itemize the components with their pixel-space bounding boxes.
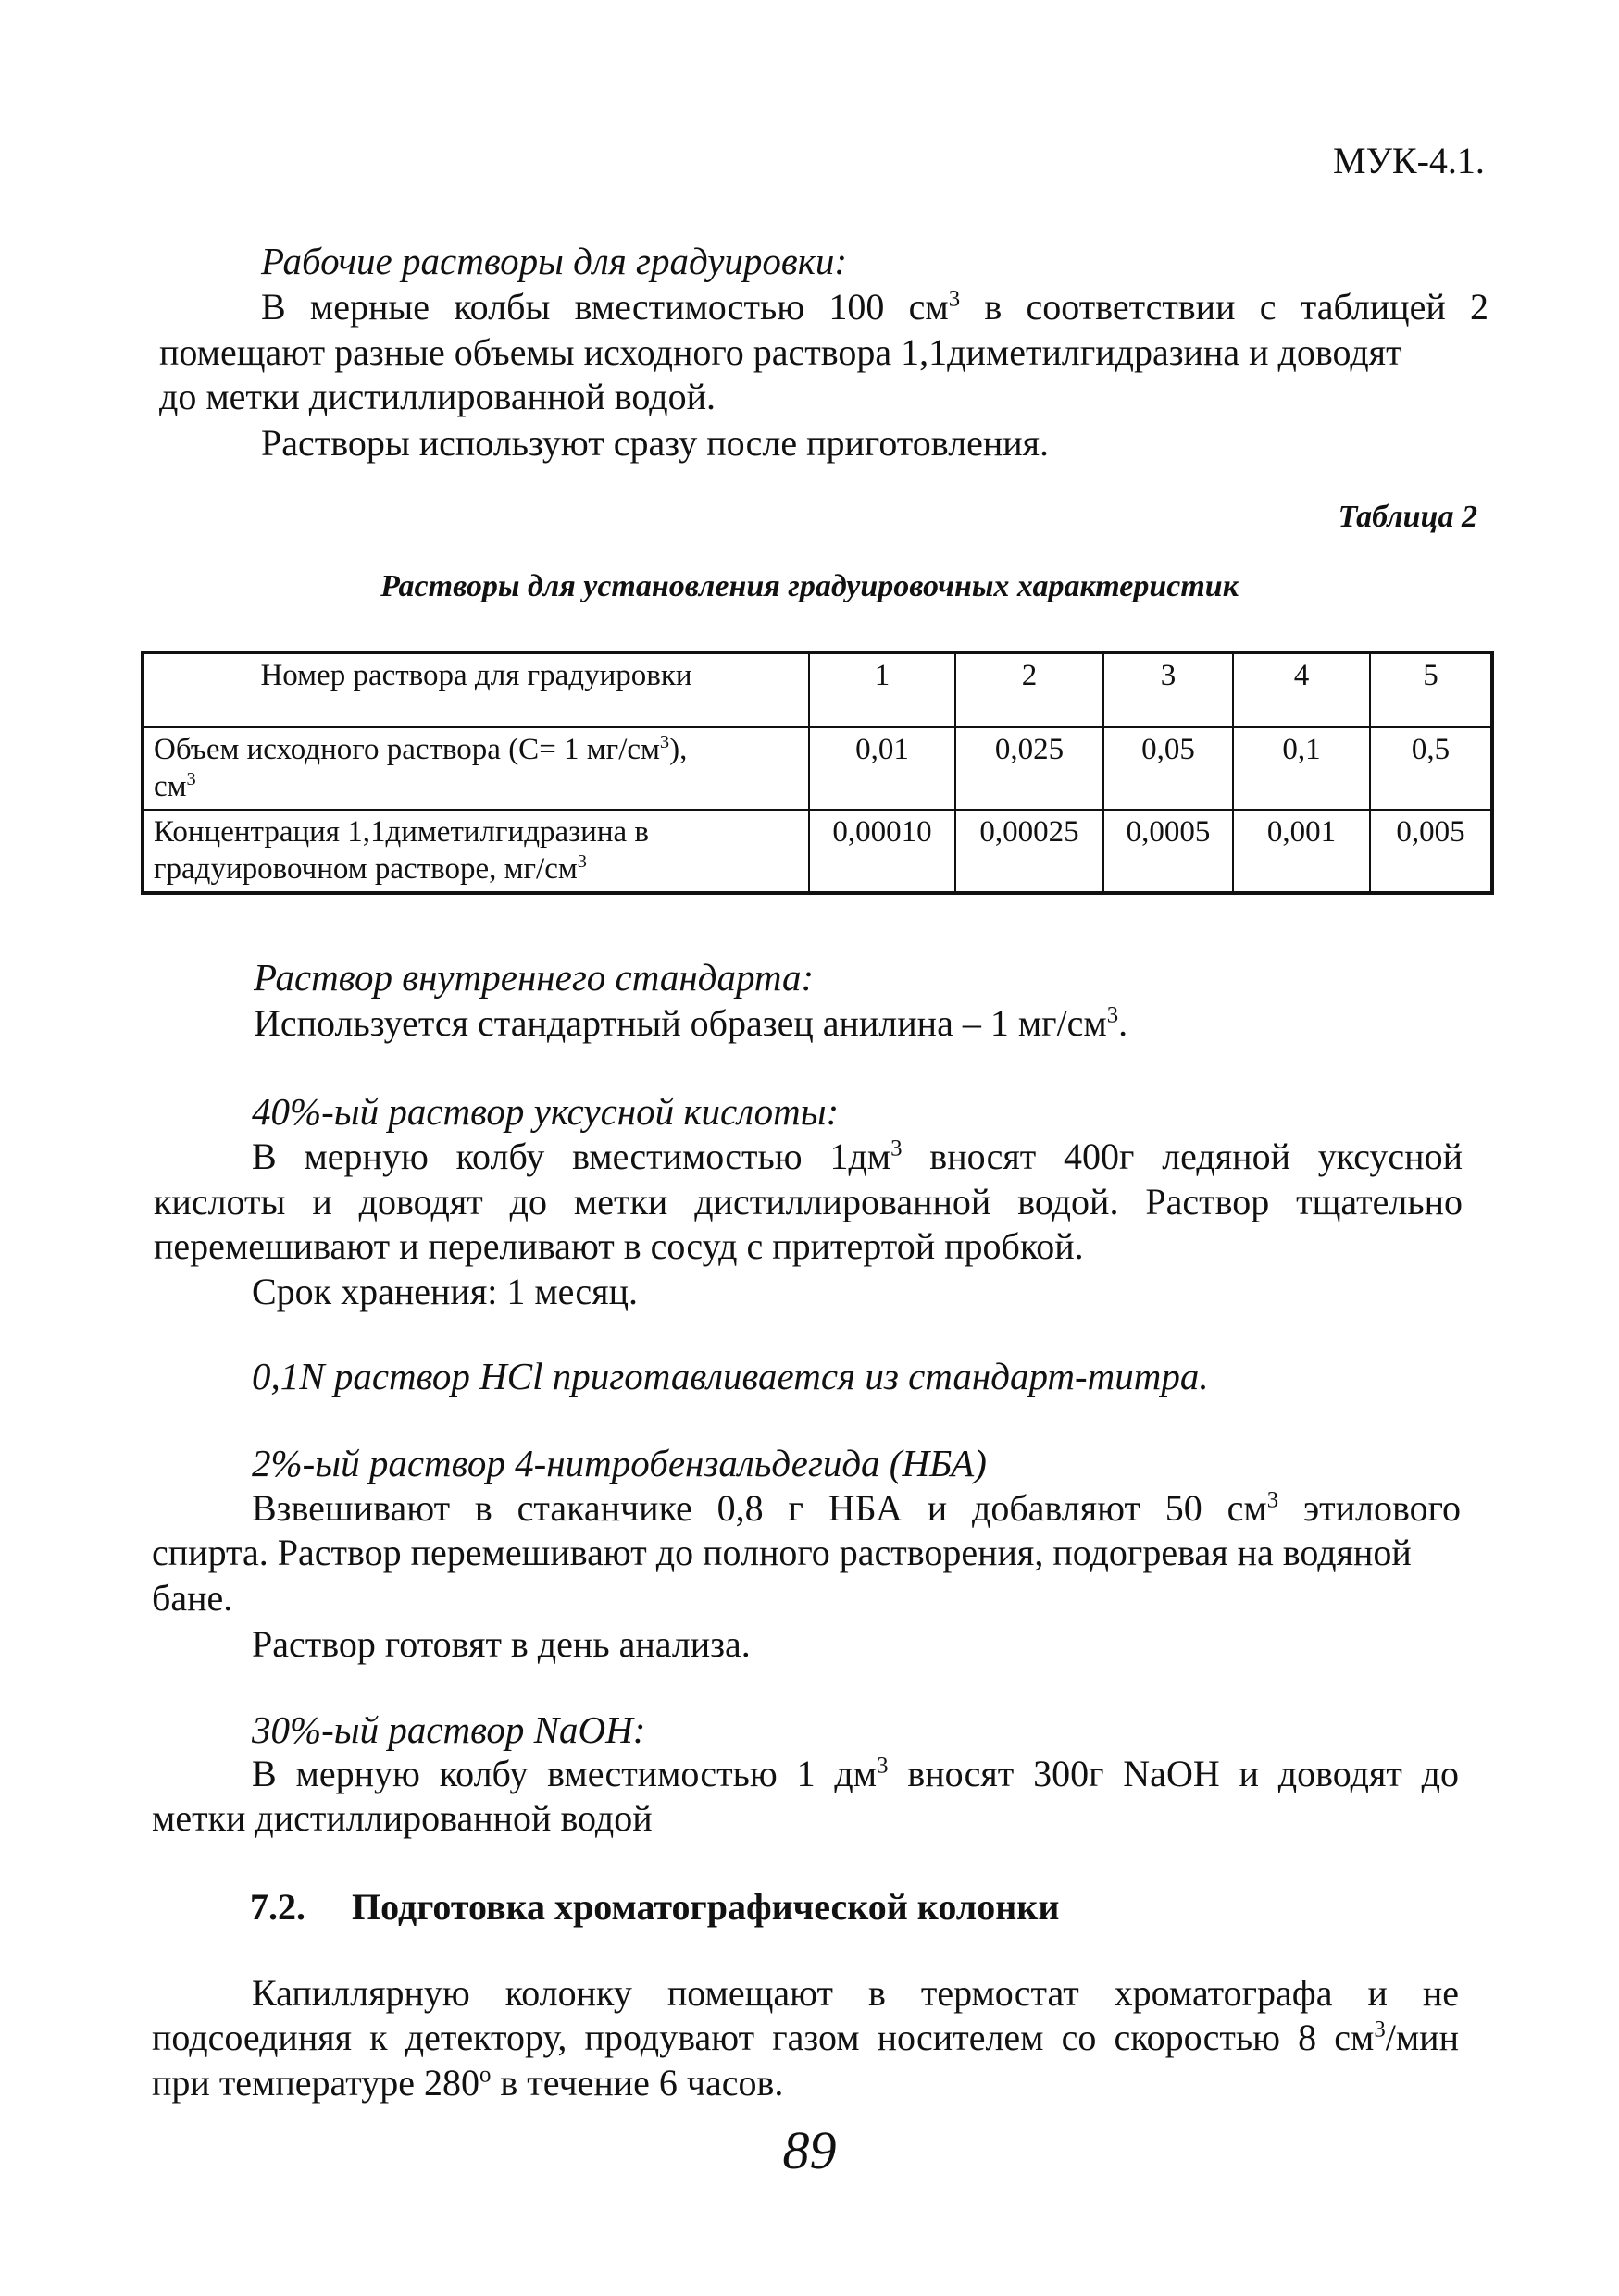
working-line-1: В мерные колбы вместимостью 100 $см^3$ в соответствии с таблицей 2 — [261, 286, 1488, 328]
acetic-line-1: В мерную колбу вместимостью $1дм^3$ вносят 400г ледяной уксусной — [252, 1136, 1463, 1177]
acetic-line-2: кислоты и доводят до метки дистиллированной водой. Раствор тщательно — [154, 1181, 1463, 1222]
section-number: 7.2. — [250, 1886, 305, 1928]
number-cell: 5 — [1370, 652, 1492, 727]
naoh-heading: 30%-ый раствор NaOH: — [252, 1708, 646, 1751]
volume-cell: 0,1 — [1233, 727, 1370, 810]
concentration-label-cell: Концентрация 1,1диметилгидразина в градуировочном растворе, $мг/см^3$ — [143, 810, 809, 893]
header-label-cell: Номер раствора для градуировки — [143, 652, 809, 727]
volume-cell: 0,025 — [955, 727, 1103, 810]
acetic-line-3: перемешивают и переливают в сосуд с притертой пробкой. — [154, 1225, 1084, 1267]
section-title: Подготовка хроматографической колонки — [352, 1886, 1060, 1928]
page-number: 89 — [782, 2120, 837, 2180]
concentration-cell: 0,001 — [1233, 810, 1370, 893]
acetic-line-4: Срок хранения: 1 месяц. — [252, 1271, 638, 1312]
table-title: Растворы для установления градуировочных характеристик — [380, 569, 1239, 603]
document-code: МУК-4.1. — [1333, 140, 1485, 181]
naoh-line-2: метки дистиллированной водой — [152, 1797, 653, 1839]
working-line-3: до метки дистиллированной водой. — [159, 376, 716, 417]
nba-line-1: Взвешивают в стаканчике 0,8 г НБА и добавляют 50 $см^3$ этилового — [252, 1487, 1461, 1529]
nba-line-3: бане. — [152, 1577, 233, 1619]
volume-cell: 0,01 — [809, 727, 955, 810]
table-row — [143, 810, 1492, 893]
hcl-heading: 0,1N раствор HCl приготавливается из стандарт-титра. — [252, 1355, 1209, 1397]
table-row — [143, 652, 1492, 727]
internal-standard-heading: Раствор внутреннего стандарта: — [254, 956, 815, 999]
nba-line-2: спирта. Раствор перемешивают до полного растворения, подогревая на водяной — [152, 1532, 1412, 1573]
number-cell: 2 — [955, 652, 1103, 727]
concentration-cell: 0,005 — [1370, 810, 1492, 893]
naoh-line-1: В мерную колбу вместимостью 1 $дм^3$ вносят 300г NaOH и доводят до — [252, 1753, 1459, 1794]
acetic-acid-heading: 40%-ый раствор уксусной кислоты: — [252, 1090, 840, 1133]
calibration-table — [141, 651, 1494, 895]
table-label: Таблица 2 — [1338, 500, 1477, 534]
volume-label-cell: Объем исходного раствора (С= 1 $мг/см^3$), $см^3$ — [143, 727, 809, 810]
column-line-3: при температуре $280^о$ в течение 6 часов. — [152, 2062, 784, 2104]
working-line-4: Растворы используют сразу после приготовления. — [261, 422, 1050, 464]
concentration-cell: 0,0005 — [1103, 810, 1233, 893]
column-line-1: Капиллярную колонку помещают в термостат хроматографа и не — [252, 1972, 1459, 2014]
working-line-2: помещают разные объемы исходного раствора 1,1диметилгидразина и доводят — [159, 331, 1402, 373]
internal-standard-text: Используется стандартный образец анилина – 1 $мг/см^3$. — [254, 1002, 1128, 1044]
column-line-2: подсоединяя к детектору, продувают газом носителем со скоростью 8 $см^3$/мин — [152, 2017, 1459, 2058]
nba-heading: 2%-ый раствор 4-нитробензальдегида (НБА) — [252, 1442, 987, 1484]
concentration-cell: 0,00025 — [955, 810, 1103, 893]
number-cell: 3 — [1103, 652, 1233, 727]
volume-cell: 0,05 — [1103, 727, 1233, 810]
table-row — [143, 727, 1492, 810]
nba-line-4: Раствор готовят в день анализа. — [252, 1623, 751, 1665]
volume-cell: 0,5 — [1370, 727, 1492, 810]
number-cell: 1 — [809, 652, 955, 727]
working-solutions-heading: Рабочие растворы для градуировки: — [261, 240, 848, 282]
number-cell: 4 — [1233, 652, 1370, 727]
concentration-cell: 0,00010 — [809, 810, 955, 893]
